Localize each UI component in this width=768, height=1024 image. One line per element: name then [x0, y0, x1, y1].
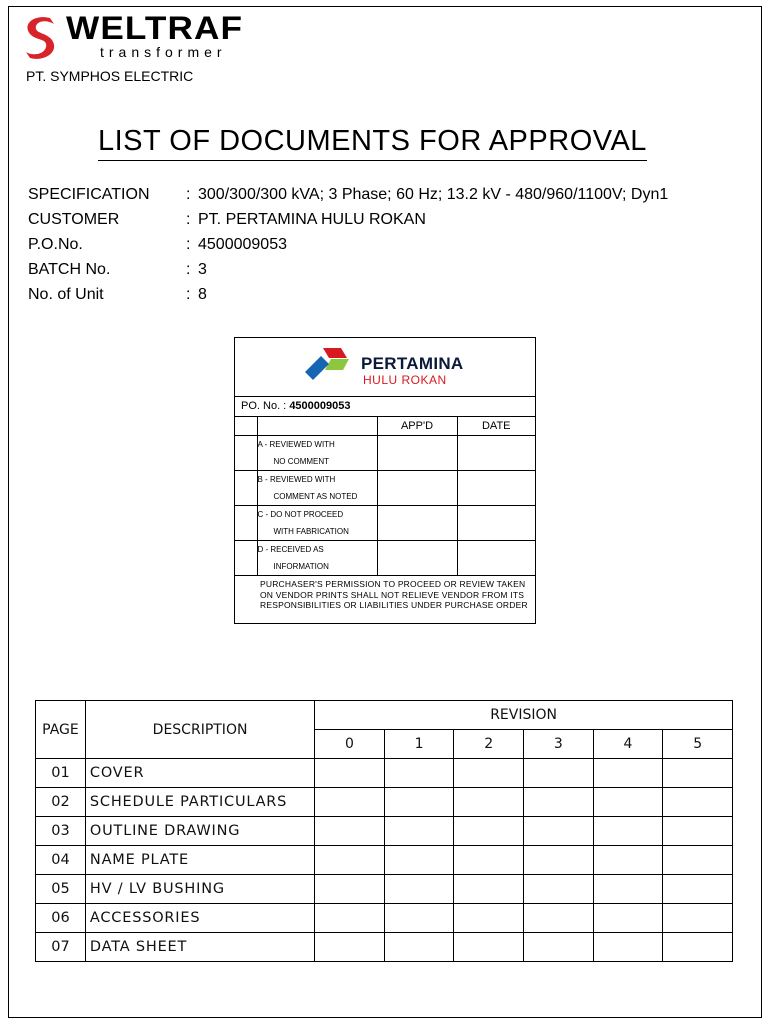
- info-value: PT. PERTAMINA HULU ROKAN: [198, 211, 426, 228]
- revision-cell[interactable]: [524, 904, 594, 933]
- description-cell: COVER: [85, 759, 314, 788]
- option-line: WITH FABRICATION: [273, 527, 349, 536]
- revision-cell[interactable]: [315, 759, 385, 788]
- stamp-checkbox[interactable]: [235, 541, 257, 576]
- option-line: A - REVIEWED WITH: [257, 440, 335, 449]
- revision-cell[interactable]: [315, 933, 385, 962]
- info-colon: :: [186, 236, 191, 253]
- table-row: [36, 875, 733, 904]
- revision-cell[interactable]: [384, 904, 454, 933]
- revision-cell[interactable]: [524, 846, 594, 875]
- stamp-option-label: [257, 541, 377, 576]
- revision-cell[interactable]: [315, 846, 385, 875]
- brand-name: WELTRAF: [66, 10, 244, 46]
- revision-cell[interactable]: [384, 759, 454, 788]
- revision-cell[interactable]: [593, 846, 663, 875]
- table-row: [36, 933, 733, 962]
- stamp-checkbox[interactable]: [235, 506, 257, 541]
- revision-number: 2: [454, 730, 524, 759]
- company-name: PT. SYMPHOS ELECTRIC: [26, 68, 194, 84]
- revision-number: 5: [663, 730, 733, 759]
- revision-cell[interactable]: [593, 933, 663, 962]
- pertamina-logo: [235, 338, 535, 397]
- revision-cell[interactable]: [663, 817, 733, 846]
- revision-cell[interactable]: [524, 875, 594, 904]
- revision-cell[interactable]: [663, 759, 733, 788]
- revision-cell[interactable]: [384, 817, 454, 846]
- revision-cell[interactable]: [593, 904, 663, 933]
- revision-cell[interactable]: [593, 875, 663, 904]
- info-label: P.O.No.: [28, 236, 83, 253]
- revision-cell[interactable]: [454, 904, 524, 933]
- col-header-page: PAGE: [36, 701, 86, 759]
- stamp-option-head: [257, 417, 377, 436]
- col-header-description: DESCRIPTION: [85, 701, 314, 759]
- revision-cell[interactable]: [315, 788, 385, 817]
- revision-cell[interactable]: [663, 875, 733, 904]
- option-line: INFORMATION: [273, 562, 329, 571]
- table-row: [36, 788, 733, 817]
- info-colon: :: [186, 261, 191, 278]
- revision-number: 0: [315, 730, 385, 759]
- stamp-col-date: DATE: [457, 417, 535, 436]
- stamp-option-label: [257, 506, 377, 541]
- page-number-cell: 07: [36, 933, 86, 962]
- revision-number: 4: [593, 730, 663, 759]
- revision-cell[interactable]: [384, 933, 454, 962]
- approval-stamp: [234, 337, 536, 624]
- revision-cell[interactable]: [524, 759, 594, 788]
- stamp-checkbox[interactable]: [235, 471, 257, 506]
- revision-cell[interactable]: [593, 759, 663, 788]
- table-row: [36, 846, 733, 875]
- stamp-date-cell[interactable]: [457, 471, 535, 506]
- revision-number: 1: [384, 730, 454, 759]
- documents-table: [35, 700, 733, 962]
- page-number-cell: 03: [36, 817, 86, 846]
- revision-cell[interactable]: [593, 788, 663, 817]
- stamp-appd-cell[interactable]: [377, 436, 457, 471]
- revision-cell[interactable]: [454, 875, 524, 904]
- option-line: C - DO NOT PROCEED: [257, 510, 344, 519]
- revision-cell[interactable]: [663, 904, 733, 933]
- pertamina-subtitle: HULU ROKAN: [363, 373, 447, 387]
- weltraf-logo-icon: [20, 14, 62, 60]
- table-row: [36, 759, 733, 788]
- revision-cell[interactable]: [593, 817, 663, 846]
- info-label: No. of Unit: [28, 286, 104, 303]
- stamp-option-label: [257, 471, 377, 506]
- stamp-date-cell[interactable]: [457, 506, 535, 541]
- description-cell: OUTLINE DRAWING: [85, 817, 314, 846]
- page-number-cell: 05: [36, 875, 86, 904]
- revision-cell[interactable]: [454, 933, 524, 962]
- page-number-cell: 02: [36, 788, 86, 817]
- pertamina-logo-icon: [301, 346, 359, 380]
- table-row: [36, 904, 733, 933]
- revision-number: 3: [524, 730, 594, 759]
- revision-cell[interactable]: [384, 788, 454, 817]
- revision-cell[interactable]: [524, 933, 594, 962]
- info-label: BATCH No.: [28, 261, 111, 278]
- info-label: CUSTOMER: [28, 211, 120, 228]
- stamp-appd-cell[interactable]: [377, 471, 457, 506]
- document-title: LIST OF DOCUMENTS FOR APPROVAL: [98, 124, 647, 161]
- description-cell: SCHEDULE PARTICULARS: [85, 788, 314, 817]
- revision-cell[interactable]: [315, 904, 385, 933]
- stamp-appd-cell[interactable]: [377, 541, 457, 576]
- stamp-disclaimer: PURCHASER'S PERMISSION TO PROCEED OR REVIEW TAKEN ON VENDOR PRINTS SHALL NOT RELIEVE VENDOR FROM ITS RESPONSIBILITIES OR LIABILITIES UNDER PURCHASE ORDER: [260, 579, 528, 610]
- stamp-option-row: [235, 436, 535, 471]
- info-colon: :: [186, 211, 191, 228]
- stamp-appd-cell[interactable]: [377, 506, 457, 541]
- revision-cell[interactable]: [454, 759, 524, 788]
- page-number-cell: 06: [36, 904, 86, 933]
- description-cell: DATA SHEET: [85, 933, 314, 962]
- info-value: 8: [198, 286, 207, 303]
- stamp-approval-grid: [235, 417, 535, 576]
- info-value: 300/300/300 kVA; 3 Phase; 60 Hz; 13.2 kV - 480/960/1100V; Dyn1: [198, 186, 669, 203]
- description-cell: HV / LV BUSHING: [85, 875, 314, 904]
- col-header-revision: REVISION: [315, 701, 733, 730]
- brand-subtitle: transformer: [100, 44, 227, 60]
- revision-cell[interactable]: [663, 846, 733, 875]
- revision-cell[interactable]: [524, 817, 594, 846]
- table-header-row: [36, 701, 733, 730]
- revision-cell[interactable]: [384, 846, 454, 875]
- revision-cell[interactable]: [315, 817, 385, 846]
- revision-cell[interactable]: [384, 875, 454, 904]
- description-cell: ACCESSORIES: [85, 904, 314, 933]
- option-line: COMMENT AS NOTED: [273, 492, 358, 501]
- option-line: NO COMMENT: [273, 457, 330, 466]
- info-value: 4500009053: [198, 236, 287, 253]
- revision-cell[interactable]: [454, 817, 524, 846]
- info-value: 3: [198, 261, 207, 278]
- stamp-checkbox[interactable]: [235, 436, 257, 471]
- revision-cell[interactable]: [663, 933, 733, 962]
- info-colon: :: [186, 186, 191, 203]
- revision-cell[interactable]: [524, 788, 594, 817]
- stamp-option-row: [235, 471, 535, 506]
- stamp-date-cell[interactable]: [457, 436, 535, 471]
- stamp-col-appd: APP'D: [377, 417, 457, 436]
- stamp-option-row: [235, 506, 535, 541]
- info-label: SPECIFICATION: [28, 186, 150, 203]
- pertamina-name: PERTAMINA: [361, 354, 464, 373]
- stamp-po-label: PO. No. :: [241, 400, 287, 412]
- stamp-po-value: 4500009053: [289, 400, 351, 412]
- stamp-header-row: [235, 417, 535, 436]
- revision-cell[interactable]: [663, 788, 733, 817]
- revision-cell[interactable]: [315, 875, 385, 904]
- table-row: [36, 817, 733, 846]
- description-cell: NAME PLATE: [85, 846, 314, 875]
- page-number-cell: 04: [36, 846, 86, 875]
- stamp-option-label: [257, 436, 377, 471]
- info-colon: :: [186, 286, 191, 303]
- page-number-cell: 01: [36, 759, 86, 788]
- revision-cell[interactable]: [454, 846, 524, 875]
- revision-cell[interactable]: [454, 788, 524, 817]
- stamp-checkbox-head: [235, 417, 257, 436]
- stamp-po-number: [235, 396, 535, 417]
- stamp-option-row: [235, 541, 535, 576]
- option-line: D - RECEIVED AS: [257, 545, 324, 554]
- option-line: B - REVIEWED WITH: [257, 475, 336, 484]
- stamp-date-cell[interactable]: [457, 541, 535, 576]
